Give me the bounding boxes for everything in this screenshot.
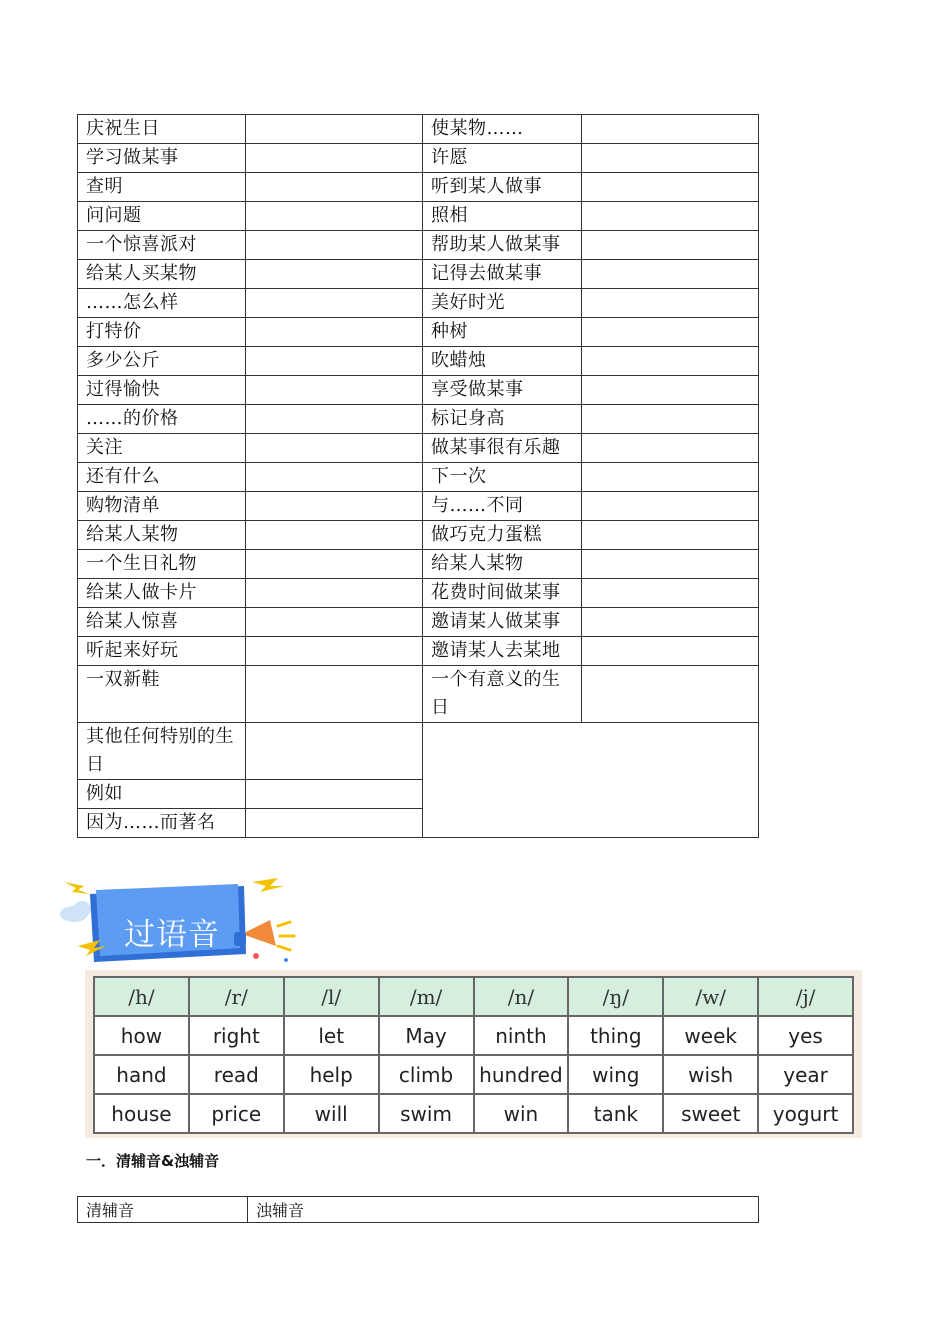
table-row [78,608,759,637]
vocab-answer-right [582,608,759,637]
vocab-term-right: 许愿 [423,144,582,173]
vocab-term-right: 听到某人做事 [423,173,582,202]
vocab-answer-right [582,202,759,231]
vocab-term-right: 帮助某人做某事 [423,231,582,260]
phonics-header-row [94,977,853,1016]
vocab-answer-left [246,144,423,173]
vocab-answer-left [246,347,423,376]
phonics-word: May [379,1016,474,1055]
vocab-term-left: 一双新鞋 [78,666,246,723]
empty-cell [423,723,759,838]
banner-title: 过语音 [124,917,220,953]
vocab-answer-left [246,405,423,434]
vocab-term-right: 一个有意义的生日 [423,666,582,723]
vocab-answer-right [582,434,759,463]
vocab-term-left: 给某人惊喜 [78,608,246,637]
vocab-answer-right [582,318,759,347]
vocab-term-left: 学习做某事 [78,144,246,173]
table-row [94,1094,853,1133]
vocab-answer-right [582,463,759,492]
vocab-answer-right [582,260,759,289]
vocab-answer-right [582,492,759,521]
table-row [78,260,759,289]
vocab-answer-left [246,780,423,809]
vocab-answer-right [582,376,759,405]
table-row [78,202,759,231]
phonics-word: week [663,1016,758,1055]
vocab-answer-right [582,579,759,608]
phonics-word: will [284,1094,379,1133]
vocab-answer-right [582,405,759,434]
table-row [78,637,759,666]
vocab-term-left: ……的价格 [78,405,246,434]
table-row [78,144,759,173]
phoneme-header: /r/ [189,977,284,1016]
phonics-word: house [94,1094,189,1133]
vocab-term-right: 做巧克力蛋糕 [423,521,582,550]
phonics-word: yogurt [758,1094,853,1133]
vocab-term-left: 多少公斤 [78,347,246,376]
phonics-word: year [758,1055,853,1094]
vocab-answer-left [246,318,423,347]
vocab-term-left: 给某人做卡片 [78,579,246,608]
phonics-word: swim [379,1094,474,1133]
vocab-answer-left [246,115,423,144]
vocab-term-right: 记得去做某事 [423,260,582,289]
vocab-term-left: 因为……而著名 [78,809,246,838]
section-title: 一．清辅音&浊辅音 [86,1152,220,1170]
vocab-answer-right [582,347,759,376]
vocab-term-left: 听起来好玩 [78,637,246,666]
phonics-word: ninth [474,1016,569,1055]
vocab-answer-right [582,231,759,260]
vocab-term-left: 庆祝生日 [78,115,246,144]
vocab-answer-left [246,550,423,579]
phonics-word: climb [379,1055,474,1094]
table-row [78,521,759,550]
vocab-term-left: 一个惊喜派对 [78,231,246,260]
phonics-word: how [94,1016,189,1055]
vocab-answer-left [246,231,423,260]
phonics-word: sweet [663,1094,758,1133]
vocab-term-right: 美好时光 [423,289,582,318]
vocab-term-left: 其他任何特别的生日 [78,723,246,780]
phoneme-header: /j/ [758,977,853,1016]
vocab-term-left: 购物清单 [78,492,246,521]
vocab-answer-left [246,376,423,405]
vocab-term-right: 做某事很有乐趣 [423,434,582,463]
vocab-term-left: 一个生日礼物 [78,550,246,579]
vocab-term-left: 问问题 [78,202,246,231]
table-row [78,492,759,521]
table-row [78,115,759,144]
vocab-answer-left [246,809,423,838]
table-row [78,318,759,347]
cloud-icon [60,901,91,922]
phonics-word: help [284,1055,379,1094]
vocab-term-left: 例如 [78,780,246,809]
phoneme-header: /w/ [663,977,758,1016]
vocab-answer-left [246,666,423,723]
voiceless-header: 清辅音 [78,1197,248,1223]
table-row [78,347,759,376]
table-row [78,231,759,260]
vocab-answer-left [246,579,423,608]
vocab-answer-right [582,637,759,666]
vocab-answer-left [246,637,423,666]
vocab-term-right: 邀请某人去某地 [423,637,582,666]
phoneme-header: /h/ [94,977,189,1016]
vocab-term-right: 下一次 [423,463,582,492]
phonics-word: wing [568,1055,663,1094]
vocab-term-left: 过得愉快 [78,376,246,405]
consonant-table [77,1196,759,1223]
table-row [78,376,759,405]
table-row [94,1055,853,1094]
vocab-term-left: 打特价 [78,318,246,347]
vocab-term-left: 查明 [78,173,246,202]
table-row [94,1016,853,1055]
phonics-word: wish [663,1055,758,1094]
vocab-answer-right [582,173,759,202]
phonics-word: right [189,1016,284,1055]
phonics-word: hundred [474,1055,569,1094]
phonics-word: tank [568,1094,663,1133]
vocab-answer-right [582,521,759,550]
vocab-term-right: 种树 [423,318,582,347]
vocab-term-left: 关注 [78,434,246,463]
vocab-answer-left [246,521,423,550]
vocab-term-right: 吹蜡烛 [423,347,582,376]
vocab-answer-left [246,723,423,780]
vocab-term-left: 给某人买某物 [78,260,246,289]
vocab-answer-left [246,289,423,318]
table-row [78,666,759,723]
phonics-word: thing [568,1016,663,1055]
table-row [78,434,759,463]
vocab-term-right: 邀请某人做某事 [423,608,582,637]
table-row [78,463,759,492]
vocab-answer-right [582,144,759,173]
table-row [78,289,759,318]
phonics-word: yes [758,1016,853,1055]
vocab-term-right: 照相 [423,202,582,231]
phoneme-header: /ŋ/ [568,977,663,1016]
table-row [78,1197,759,1223]
vocab-term-left: 还有什么 [78,463,246,492]
vocab-term-right: 标记身高 [423,405,582,434]
phonics-word: let [284,1016,379,1055]
phonics-table [93,976,854,1134]
phoneme-header: /n/ [474,977,569,1016]
table-row [78,173,759,202]
table-row [78,550,759,579]
vocab-term-right: 与……不同 [423,492,582,521]
vocab-answer-left [246,260,423,289]
vocab-answer-right [582,550,759,579]
phoneme-header: /l/ [284,977,379,1016]
vocab-answer-left [246,608,423,637]
vocabulary-table [77,114,759,838]
vocab-answer-left [246,173,423,202]
vocab-term-left: ……怎么样 [78,289,246,318]
vocab-answer-right [582,666,759,723]
vocab-answer-right [582,289,759,318]
vocab-term-right: 花费时间做某事 [423,579,582,608]
vocab-answer-right [582,115,759,144]
table-row [78,723,759,780]
vocab-answer-left [246,492,423,521]
table-row [78,405,759,434]
vocab-answer-left [246,463,423,492]
vocab-term-right: 享受做某事 [423,376,582,405]
table-row [78,579,759,608]
vocab-term-right: 使某物…… [423,115,582,144]
phonics-word: price [189,1094,284,1133]
vocab-term-right: 给某人某物 [423,550,582,579]
phoneme-header: /m/ [379,977,474,1016]
vocab-answer-left [246,434,423,463]
phonics-word: win [474,1094,569,1133]
vocab-answer-left [246,202,423,231]
voiced-header: 浊辅音 [248,1197,759,1223]
phonics-word: read [189,1055,284,1094]
phonics-word: hand [94,1055,189,1094]
vocab-term-left: 给某人某物 [78,521,246,550]
